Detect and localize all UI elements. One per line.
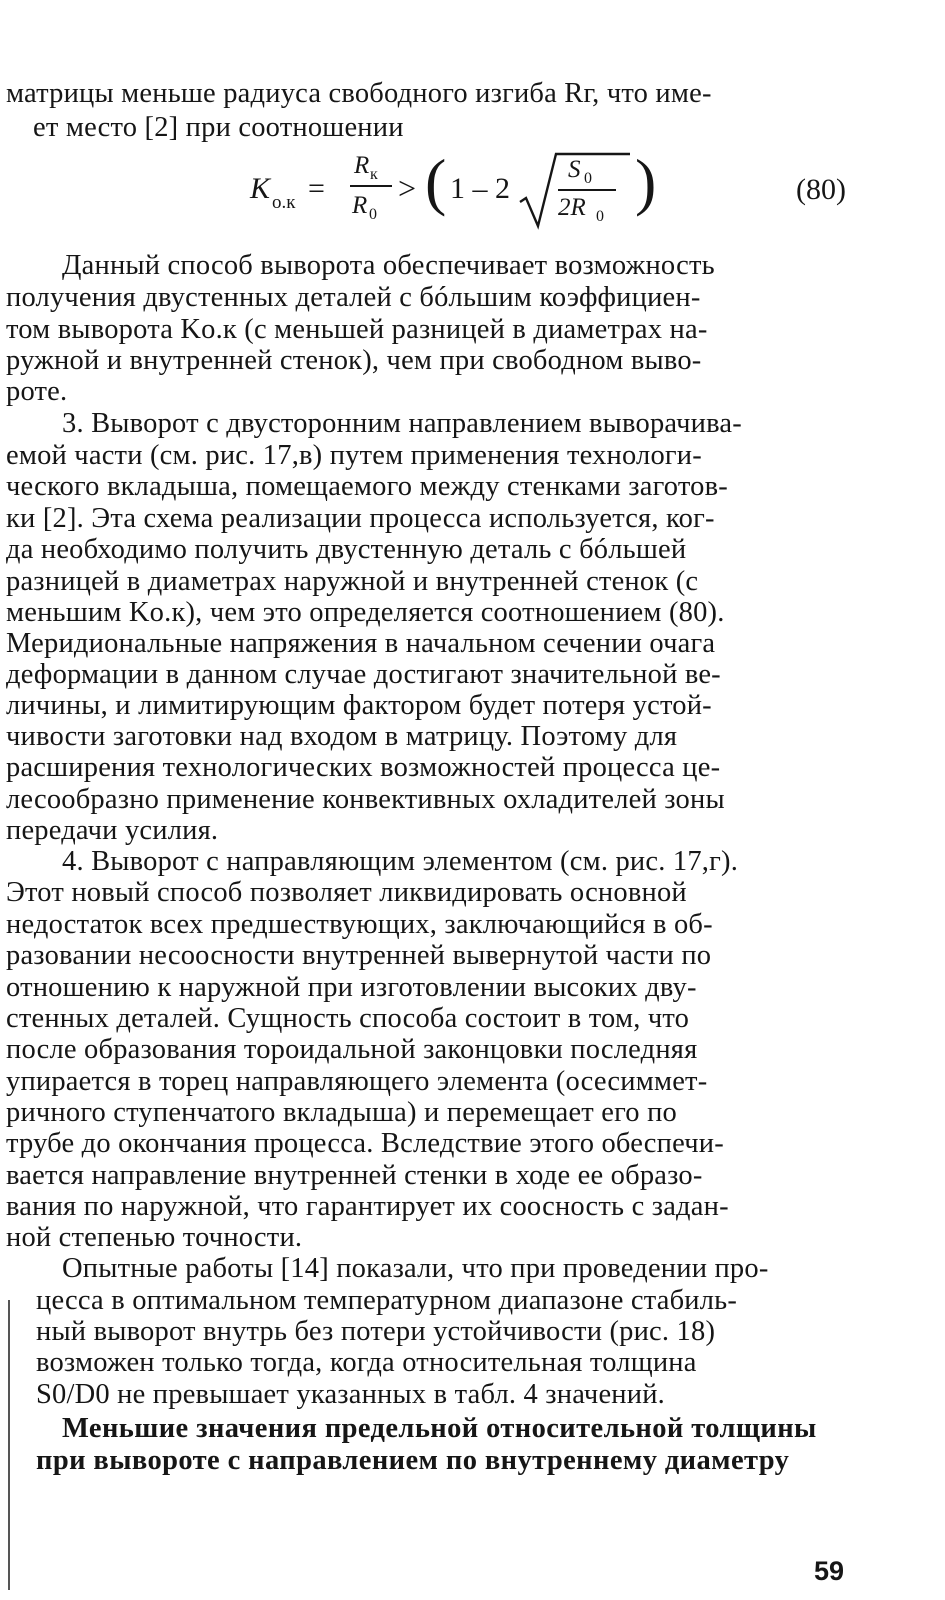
- text-line: получения двустенных деталей с бóльшим коэффициен-: [6, 282, 701, 313]
- text-line: вается направление внутренней стенки в ходе ее образо-: [6, 1160, 703, 1191]
- text-line: да необходимо получить двустенную деталь с бóльшей: [6, 534, 687, 565]
- text-line: Меридиональные напряжения в начальном сечении очага: [6, 628, 716, 659]
- text-line: Данный способ выворота обеспечивает возможность: [62, 250, 715, 281]
- text-line: лесообразно применение конвективных охладителей зоны: [6, 784, 725, 815]
- text-line: личины, и лимитирующим фактором будет потеря устой-: [6, 690, 712, 721]
- text-line: ет место [2] при соотношении: [33, 112, 404, 143]
- formula-lhs: K: [250, 172, 271, 205]
- text-line: роте.: [6, 376, 68, 407]
- text-line: цесса в оптимальном температурном диапазоне стабиль-: [36, 1285, 738, 1316]
- formula-80: [250, 146, 890, 230]
- formula-equals: =: [308, 172, 325, 205]
- text-line: емой части (см. рис. 17,в) путем применения технологи-: [6, 440, 702, 471]
- sqrt-denominator: 2R: [558, 194, 586, 221]
- equation-number: (80): [796, 173, 846, 206]
- page-number: 59: [814, 1556, 845, 1586]
- fraction-bar: [350, 185, 392, 187]
- text-line: возможен только тогда, когда относительная толщина: [36, 1347, 697, 1378]
- sqrt-numerator: S: [568, 156, 581, 183]
- formula-one-minus-two: 1 – 2: [450, 172, 510, 205]
- formula-greater-than: >: [398, 170, 417, 206]
- scan-edge-line: [8, 1300, 10, 1590]
- text-line: ческого вкладыша, помещаемого между стенками заготов-: [6, 471, 728, 502]
- frac-numerator-sub: к: [370, 166, 378, 183]
- frac-denominator: R: [352, 192, 368, 219]
- text-line: упирается в торец направляющего элемента (осесиммет-: [6, 1066, 708, 1097]
- text-line: меньшим Kо.к), чем это определяется соотношением (80).: [6, 597, 725, 628]
- text-line: 3. Выворот с двусторонним направлением выворачива-: [62, 408, 742, 439]
- text-line: ружной и внутренней стенок), чем при свободном выво-: [6, 345, 702, 376]
- sqrt-denominator-sub: 0: [596, 208, 604, 225]
- text-line: том выворота Kо.к (с меньшей разницей в диаметрах на-: [6, 314, 708, 345]
- text-line: чивости заготовки над входом в матрицу. Поэтому для: [6, 721, 678, 752]
- formula-lhs-sub: о.к: [272, 192, 296, 213]
- text-line-bold: Меньшие значения предельной относительной толщины: [62, 1413, 817, 1444]
- formula-paren-open: (: [425, 146, 447, 217]
- text-line: передачи усилия.: [6, 815, 219, 846]
- text-line: Этот новый способ позволяет ликвидировать основной: [6, 877, 687, 908]
- frac-denominator-sub: 0: [369, 206, 377, 223]
- text-line: 4. Выворот с направляющим элементом (см. рис. 17,г).: [62, 846, 739, 877]
- text-line: отношению к наружной при изготовлении высоких дву-: [6, 972, 697, 1003]
- text-line: S0/D0 не превышает указанных в табл. 4 значений.: [36, 1379, 665, 1410]
- sqrt-numerator-sub: 0: [584, 170, 592, 187]
- text-line: недостаток всех предшествующих, заключающийся в об-: [6, 909, 713, 940]
- text-line: стенных деталей. Сущность способа состоит в том, что: [6, 1003, 690, 1034]
- text-line: Опытные работы [14] показали, что при проведении про-: [62, 1253, 769, 1284]
- text-line: вания по наружной, что гарантирует их соосность с задан-: [6, 1191, 729, 1222]
- text-line: ки [2]. Эта схема реализации процесса используется, ког-: [6, 503, 715, 534]
- text-line: матрицы меньше радиуса свободного изгиба Rг, что име-: [6, 78, 712, 109]
- text-line: разовании несоосности внутренней вывернутой части по: [6, 940, 712, 971]
- text-line: ный выворот внутрь без потери устойчивости (рис. 18): [36, 1316, 716, 1347]
- text-line: ной степенью точности.: [6, 1222, 303, 1253]
- formula-paren-close: ): [635, 146, 657, 217]
- text-line: трубе до окончания процесса. Вследствие этого обеспечи-: [6, 1128, 724, 1159]
- text-line: расширения технологических возможностей процесса це-: [6, 752, 721, 783]
- text-line: деформации в данном случае достигают значительной ве-: [6, 659, 721, 690]
- text-line-bold: при вывороте с направлением по внутреннему диаметру: [36, 1445, 790, 1476]
- text-line: разницей в диаметрах наружной и внутренней стенок (с: [6, 566, 699, 597]
- text-line: после образования тороидальной законцовки последняя: [6, 1034, 698, 1065]
- sqrt-fraction-bar: [558, 189, 616, 191]
- text-line: ричного ступенчатого вкладыша) и перемещает его по: [6, 1097, 677, 1128]
- frac-numerator: R: [354, 152, 370, 179]
